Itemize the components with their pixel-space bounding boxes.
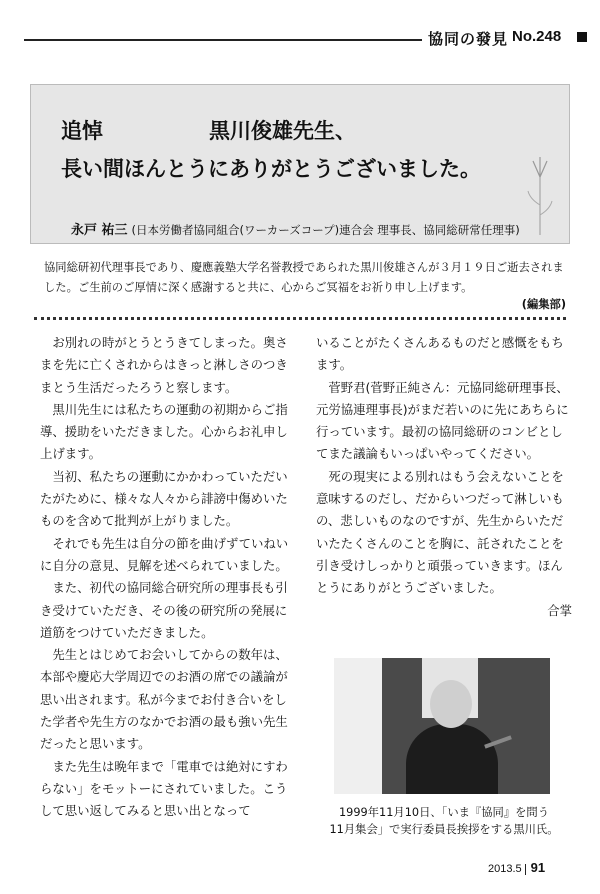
- photo-speaker-head: [430, 680, 472, 728]
- photo-banner: [334, 658, 382, 794]
- editor-note: (編集部): [521, 298, 566, 311]
- speaker-photo: [334, 658, 550, 794]
- caption-line: 1999年11月10日、「いま『協同』を問う: [338, 806, 549, 819]
- paragraph: お別れの時がとうとうきてしまった。奥さまを先に亡くされからはきっと淋しさのつきまとう生活だったろうと察します。: [40, 335, 288, 395]
- author-affiliation: (日本労働者協同組合(ワーカーズコープ)連合会 理事長、協同総研常任理事): [131, 223, 520, 237]
- header-rule: [24, 39, 422, 41]
- paragraph: 菅野君(菅野正純さん：元協同総研理事長、元労協連理事長)がまだ若いのに先にあちらに行っています。最初の協同総研のコンビとしてまた議論もいっぱいやってください。: [316, 379, 569, 462]
- author-line: [71, 219, 520, 238]
- page-number: 91: [530, 860, 546, 875]
- right-column: [316, 332, 572, 622]
- paragraph: また先生は晩年まで「電車では絶対にすわらない」をモットーにされていました。こうして思い返してみると思い出となって: [40, 758, 288, 819]
- paragraph: それでも先生は自分の節を曲げずていねいに自分の意見、見解を述べられていました。: [40, 535, 289, 573]
- photo-caption: [304, 804, 584, 838]
- paragraph: 当初、私たちの運動にかかわっていただいたがために、様々な人々から誹謗中傷めいたものを含めて批判が上がりました。: [40, 468, 288, 529]
- title-box: [30, 84, 570, 244]
- intro-text: 協同総研初代理事長であり、慶應義塾大学名誉教授であられた黒川俊雄さんが３月１９日ご逝去されました。ご生前のご厚情に深く感謝すると共に、心からご冥福をお祈り申し上げます。: [44, 261, 564, 294]
- title-name: 黒川俊雄先生、: [209, 119, 356, 143]
- caption-line: 11月集会」で実行委員長挨拶をする黒川氏。: [329, 823, 559, 836]
- photo-speaker-body: [406, 724, 498, 794]
- issue-number: No.248: [512, 28, 562, 45]
- paragraph: いることがたくさんあるものだと感慨をもちます。: [316, 335, 564, 373]
- paragraph: 黒川先生には私たちの運動の初期からご指導、援助をいただきました。心からお礼申し上げます。: [40, 401, 288, 462]
- issue-date: 2013.5: [488, 863, 522, 875]
- header-square-icon: [577, 32, 587, 42]
- paragraph: 先生とはじめてお会いしてからの数年は、本部や慶応大学周辺でのお酒の席での議論が思い出されます。私が今までお付き合いをした学者や先生方のなかでお酒の最も強い先生だったと思います。: [40, 647, 288, 752]
- lily-flower-icon: [525, 155, 555, 235]
- footer-divider: [525, 864, 526, 875]
- author-name: 永戸 祐三: [71, 223, 128, 238]
- left-column: [40, 332, 290, 823]
- paragraph: また、初代の協同総合研究所の理事長も引き受けていただき、その後の研究所の発展に道筋をつけていただきました。: [40, 580, 288, 640]
- title-memorial: 追悼: [61, 119, 103, 143]
- page-footer: [488, 860, 545, 875]
- closing-signoff: 合掌: [547, 602, 572, 618]
- paragraph: 死の現実による別れはもう会えないことを意味するのだし、だからいつだって淋しいもの、悲しいものなのですが、先生からいただいたたくさんのことを胸に、託されたことを引き受けしっかりと頑張っていきます。ほんとうにありがとうございました。: [316, 468, 564, 596]
- dotted-divider: [34, 317, 566, 320]
- series-title: 協同の發見: [428, 30, 509, 48]
- title-thanks: 長い間ほんとうにありがとうございました。: [61, 157, 481, 181]
